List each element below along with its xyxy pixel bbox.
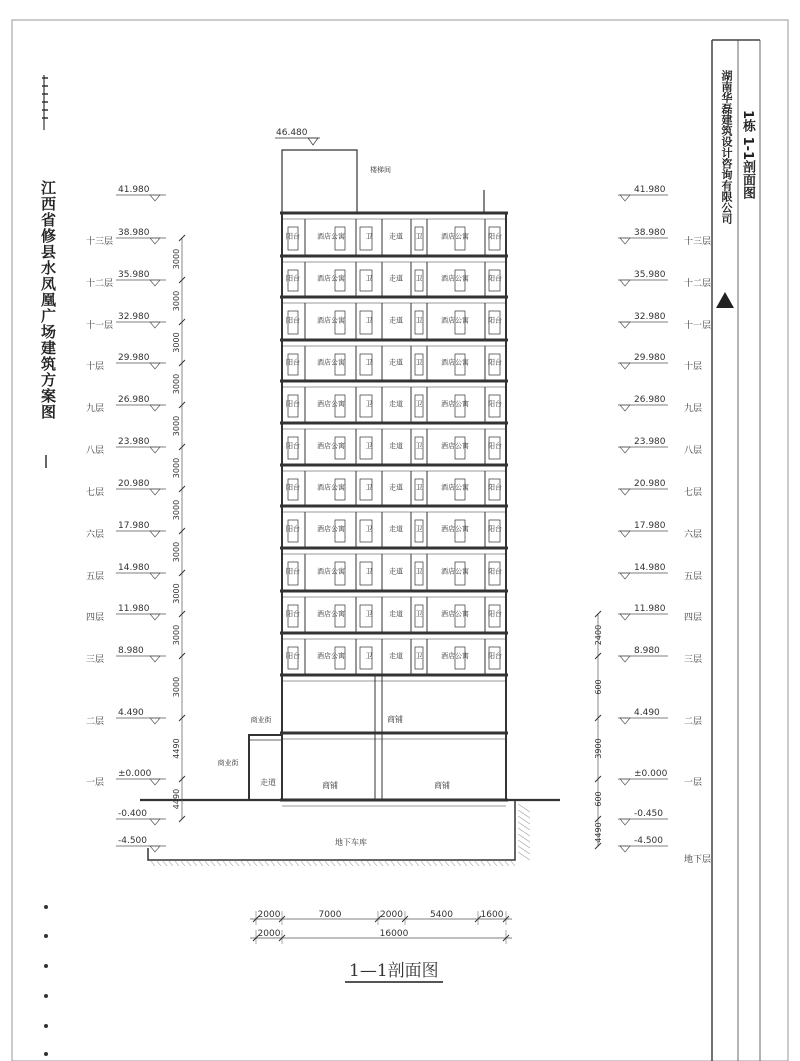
margin-dot	[44, 994, 48, 998]
room-label: 商铺	[322, 781, 338, 790]
ground-hatch	[372, 860, 377, 866]
room-label: 阳台	[488, 442, 502, 450]
dim-value: 3000	[172, 583, 181, 604]
ground-hatch	[360, 860, 365, 866]
level-value: 8.980	[634, 646, 660, 656]
room-label: 酒店公寓	[317, 652, 345, 660]
room-label: 卫	[415, 652, 423, 660]
level-triangle-icon	[620, 447, 630, 453]
floor-name: 四层	[684, 613, 703, 623]
ground-hatch	[456, 860, 461, 866]
level-triangle-icon	[150, 573, 160, 579]
dim-value: 2000	[257, 910, 281, 920]
room-label: 阳台	[488, 483, 502, 492]
level-value: 29.980	[118, 353, 150, 363]
dim-value: 3000	[172, 248, 181, 270]
floor-name: 六层	[684, 530, 703, 540]
level-triangle-icon	[150, 819, 160, 825]
level-triangle-icon	[620, 614, 630, 620]
ground-hatch	[492, 860, 497, 866]
level-value: 29.980	[634, 353, 666, 363]
room-label: 酒店公寓	[317, 400, 345, 408]
dim-value: 4490	[594, 822, 603, 843]
room-label: 阳台	[286, 442, 300, 450]
ground-hatch	[444, 860, 449, 866]
room-label: 卫	[415, 567, 423, 576]
ground-hatch	[300, 860, 305, 866]
room-label: 卫	[365, 483, 373, 492]
room-label: 卫	[415, 400, 423, 408]
room-label: 走道	[389, 400, 403, 408]
ground-hatch	[174, 860, 179, 866]
ground-hatch	[402, 860, 407, 866]
stair-room-label: 楼梯间	[370, 166, 391, 174]
room-label: 阳台	[488, 358, 502, 367]
dim-value: 3000	[172, 541, 181, 563]
room-label: 酒店公寓	[441, 610, 469, 618]
floor-name: 九层	[86, 404, 105, 414]
level-triangle-icon	[620, 489, 630, 495]
floor-name: 一层	[684, 778, 703, 788]
dim-value: 3000	[172, 457, 181, 479]
dim-value: 2000	[257, 929, 281, 939]
room-label: 走道	[389, 483, 403, 492]
level-value: 11.980	[118, 604, 150, 614]
level-value: 32.980	[118, 312, 150, 322]
ground-hatch	[276, 860, 281, 866]
level-value: 20.980	[634, 479, 666, 489]
ground-hatch	[468, 860, 473, 866]
level-triangle-icon	[620, 656, 630, 662]
soil-hatch	[518, 822, 530, 830]
ground-hatch	[318, 860, 323, 866]
level-triangle-icon	[150, 405, 160, 411]
room-label: 酒店公寓	[441, 400, 469, 408]
floor-name: 十层	[86, 362, 105, 372]
company-logo-icon	[716, 292, 734, 308]
room-label: 阳台	[286, 274, 300, 283]
dim-value: 16000	[379, 929, 409, 939]
room-label: 阳台	[286, 400, 300, 408]
ground-hatch	[306, 860, 311, 866]
level-triangle-icon	[308, 138, 318, 145]
floor-name: 二层	[86, 717, 105, 727]
room-label: 阳台	[488, 652, 502, 660]
room-label: 商业街	[250, 716, 272, 724]
ground-hatch	[210, 860, 215, 866]
room-label: 走道	[389, 567, 403, 576]
level-triangle-icon	[150, 238, 160, 244]
sheet-border	[12, 20, 788, 1061]
dim-value: 2000	[380, 910, 403, 920]
level-value: 26.980	[634, 395, 666, 405]
ground-hatch	[198, 860, 203, 866]
ground-hatch	[426, 860, 431, 866]
level-triangle-icon	[620, 573, 630, 579]
room-label: 走道	[389, 442, 403, 450]
dim-value: 2400	[594, 624, 603, 646]
ground-hatch	[354, 860, 359, 866]
dim-value: 3000	[172, 332, 181, 353]
ground-hatch	[186, 860, 191, 866]
dim-value: 3000	[172, 624, 181, 646]
room-label: 阳台	[488, 610, 502, 618]
dim-value: 3000	[172, 676, 181, 698]
room-label: 酒店公寓	[441, 483, 469, 492]
room-label: 酒店公寓	[317, 442, 345, 450]
floor-name: 五层	[684, 572, 703, 582]
level-value: 26.980	[118, 395, 150, 405]
room-label: 商铺	[434, 781, 450, 790]
level-value: 41.980	[118, 185, 150, 195]
level-triangle-icon	[150, 280, 160, 286]
level-triangle-icon	[620, 238, 630, 244]
level-value: 41.980	[634, 185, 666, 195]
level-triangle-icon	[150, 322, 160, 328]
drawing-name: 1栋 1-1剖面图	[740, 110, 755, 200]
level-value: 35.980	[118, 270, 150, 280]
room-label: 酒店公寓	[317, 274, 345, 283]
room-label: 卫	[365, 274, 373, 283]
dim-value: 4490	[172, 788, 181, 810]
room-label: 阳台	[488, 316, 502, 325]
level-triangle-icon	[620, 779, 630, 785]
level-triangle-icon	[620, 322, 630, 328]
floor-name: 一层	[86, 778, 105, 788]
floor-name: 七层	[684, 488, 703, 498]
room-label: 酒店公寓	[317, 358, 345, 367]
ground-hatch	[384, 860, 389, 866]
level-triangle-icon	[150, 846, 160, 852]
level-triangle-icon	[150, 363, 160, 369]
room-label: 阳台	[286, 610, 300, 618]
margin-dot	[44, 1052, 48, 1056]
level-value: 11.980	[634, 604, 666, 614]
room-label: 卫	[415, 274, 423, 283]
ground-hatch	[330, 860, 335, 866]
room-label: 卫	[415, 442, 423, 450]
room-label: 卫	[365, 232, 373, 241]
project-title: 江西省修县水凤凰广场建筑方案图	[39, 180, 57, 420]
ground-hatch	[150, 860, 155, 866]
room-label: 酒店公寓	[441, 525, 469, 533]
dim-value: 3900	[594, 738, 603, 759]
room-label: 阳台	[286, 483, 300, 492]
level-value: 17.980	[634, 521, 666, 531]
dim-value: 5400	[430, 910, 453, 920]
room-label: 卫	[415, 316, 423, 325]
ground-hatch	[438, 860, 443, 866]
room-label: 卫	[365, 652, 373, 660]
ground-hatch	[264, 860, 269, 866]
soil-hatch	[518, 852, 530, 860]
room-label: 酒店公寓	[441, 274, 469, 283]
dim-value: 1600	[480, 910, 504, 920]
floor-name: 二层	[684, 717, 703, 727]
room-label: 酒店公寓	[441, 652, 469, 660]
ground-hatch	[282, 860, 287, 866]
level-value: 8.980	[118, 646, 144, 656]
room-label: 酒店公寓	[441, 316, 469, 325]
room-label: 阳台	[488, 232, 502, 241]
ground-hatch	[432, 860, 437, 866]
room-label: 走道	[260, 778, 276, 787]
room-label: 酒店公寓	[317, 316, 345, 325]
level-triangle-icon	[620, 195, 630, 201]
room-label: 阳台	[286, 358, 300, 367]
level-triangle-icon	[620, 846, 630, 852]
ground-hatch	[366, 860, 371, 866]
floor-name: 三层	[684, 655, 703, 665]
ground-hatch	[378, 860, 383, 866]
floor-name: 五层	[86, 572, 105, 582]
building-section	[140, 150, 560, 866]
ground-hatch	[270, 860, 275, 866]
room-label: 走道	[389, 525, 403, 533]
room-label: 阳台	[488, 567, 502, 576]
floor-name: 四层	[86, 613, 105, 623]
room-label: 商业街	[217, 759, 239, 767]
floor-name: 十三层	[86, 237, 114, 247]
ground-hatch	[486, 860, 491, 866]
level-value: 23.980	[634, 437, 666, 447]
level-triangle-icon	[620, 405, 630, 411]
ground-hatch	[252, 860, 257, 866]
room-label: 卫	[415, 358, 423, 367]
room-label: 阳台	[286, 525, 300, 533]
floor-name: 十二层	[86, 279, 114, 289]
room-label: 酒店公寓	[317, 232, 345, 241]
dim-value: 3000	[172, 415, 181, 437]
soil-hatch	[518, 816, 530, 824]
level-value: 4.490	[118, 708, 144, 718]
floor-name: 三层	[86, 655, 105, 665]
level-value: 14.980	[118, 563, 150, 573]
ground-hatch	[348, 860, 353, 866]
floor-name: 十三层	[684, 237, 712, 247]
level-triangle-icon	[620, 531, 630, 537]
soil-hatch	[518, 810, 530, 818]
drawing-title: 1—1剖面图	[345, 956, 443, 983]
level-triangle-icon	[150, 195, 160, 201]
ground-hatch	[288, 860, 293, 866]
ground-hatch	[180, 860, 185, 866]
ground-hatch	[294, 860, 299, 866]
room-label: 阳台	[286, 567, 300, 576]
ground-hatch	[168, 860, 173, 866]
level-value: 17.980	[118, 521, 150, 531]
ground-hatch	[408, 860, 413, 866]
ground-hatch	[240, 860, 245, 866]
soil-hatch	[518, 840, 530, 848]
level-triangle-icon	[150, 779, 160, 785]
level-triangle-icon	[150, 718, 160, 724]
room-label: 走道	[389, 358, 403, 367]
floor-name: 六层	[86, 530, 105, 540]
room-label: 卫	[415, 525, 423, 533]
basement-outline	[148, 800, 515, 860]
ground-hatch	[228, 860, 233, 866]
room-label: 卫	[365, 442, 373, 450]
room-label: 走道	[389, 232, 403, 241]
room-label: 酒店公寓	[441, 232, 469, 241]
level-triangle-icon	[150, 531, 160, 537]
podium-wall	[249, 735, 282, 800]
ground-hatch	[156, 860, 161, 866]
ground-hatch	[474, 860, 479, 866]
level-value: ±0.000	[118, 769, 152, 779]
dim-value: 600	[594, 791, 603, 807]
ground-hatch	[216, 860, 221, 866]
margin-dot	[44, 934, 48, 938]
room-label: 酒店公寓	[317, 567, 345, 576]
level-triangle-icon	[620, 819, 630, 825]
ground-hatch	[162, 860, 167, 866]
dim-value: 3000	[172, 373, 181, 395]
floor-name: 七层	[86, 488, 105, 498]
ground-hatch	[324, 860, 329, 866]
floor-name: 十一层	[86, 321, 114, 331]
level-triangle-icon	[150, 656, 160, 662]
room-label: 卫	[365, 567, 373, 576]
room-label: 阳台	[488, 400, 502, 408]
room-label: 卫	[415, 483, 423, 492]
ground-hatch	[312, 860, 317, 866]
level-value: -4.500	[634, 836, 664, 846]
room-label: 商铺	[387, 715, 403, 724]
room-label: 阳台	[488, 274, 502, 283]
floor-name: 八层	[86, 446, 105, 456]
level-triangle-icon	[620, 363, 630, 369]
room-label: 走道	[389, 274, 403, 283]
room-label: 酒店公寓	[441, 567, 469, 576]
room-label: 卫	[365, 400, 373, 408]
level-triangle-icon	[150, 614, 160, 620]
margin-dot	[44, 964, 48, 968]
level-value: 32.980	[634, 312, 666, 322]
room-label: 酒店公寓	[441, 442, 469, 450]
room-label: 走道	[389, 610, 403, 618]
level-value: 4.490	[634, 708, 660, 718]
room-label: 卫	[365, 525, 373, 533]
ground-hatch	[480, 860, 485, 866]
level-value: -0.400	[118, 809, 148, 819]
level-value: ±0.000	[634, 769, 668, 779]
ground-hatch	[192, 860, 197, 866]
room-label: 阳台	[286, 316, 300, 325]
level-value: 20.980	[118, 479, 150, 489]
ground-hatch	[462, 860, 467, 866]
room-label: 阳台	[286, 232, 300, 241]
room-label: 卫	[365, 358, 373, 367]
level-value: 46.480	[276, 128, 308, 138]
level-value: 35.980	[634, 270, 666, 280]
room-label: 卫	[415, 610, 423, 618]
room-label: 卫	[415, 232, 423, 241]
ground-hatch	[420, 860, 425, 866]
room-label: 酒店公寓	[317, 610, 345, 618]
ground-hatch	[204, 860, 209, 866]
ground-hatch	[450, 860, 455, 866]
level-triangle-icon	[620, 280, 630, 286]
level-value: 14.980	[634, 563, 666, 573]
ground-hatch	[390, 860, 395, 866]
dim-value: 3000	[172, 290, 181, 312]
level-triangle-icon	[150, 447, 160, 453]
level-value: 38.980	[634, 228, 666, 238]
dim-value: 4490	[172, 738, 181, 759]
soil-hatch	[518, 834, 530, 842]
soil-hatch	[518, 846, 530, 854]
soil-hatch	[518, 804, 530, 812]
ground-hatch	[246, 860, 251, 866]
floor-name: 八层	[684, 446, 703, 456]
room-label: 走道	[389, 316, 403, 325]
room-label: 卫	[365, 316, 373, 325]
room-label: 阳台	[286, 652, 300, 660]
stair-room	[282, 150, 357, 213]
room-label: 卫	[365, 610, 373, 618]
level-value: -0.450	[634, 809, 664, 819]
soil-hatch	[518, 828, 530, 836]
room-label: 酒店公寓	[317, 525, 345, 533]
ground-hatch	[258, 860, 263, 866]
ground-hatch	[234, 860, 239, 866]
dim-value: 600	[594, 679, 603, 695]
level-value: -4.500	[118, 836, 148, 846]
dim-value: 3000	[172, 499, 181, 521]
ground-hatch	[222, 860, 227, 866]
floor-name: 十层	[684, 362, 703, 372]
floor-name: 十二层	[684, 279, 712, 289]
basement-room-label: 地下车库	[335, 838, 367, 847]
company-name: 湖南华磊建筑设计咨询有限公司	[720, 70, 733, 224]
ground-hatch	[414, 860, 419, 866]
ground-hatch	[510, 860, 515, 866]
ground-hatch	[336, 860, 341, 866]
floor-name: 地下层	[684, 855, 712, 865]
floor-name: 九层	[684, 404, 703, 414]
ground-hatch	[504, 860, 509, 866]
level-triangle-icon	[620, 718, 630, 724]
room-label: 阳台	[488, 525, 502, 533]
ground-hatch	[498, 860, 503, 866]
level-value: 38.980	[118, 228, 150, 238]
ground-hatch	[342, 860, 347, 866]
level-value: 23.980	[118, 437, 150, 447]
floor-name: 十一层	[684, 321, 712, 331]
dim-value: 7000	[318, 910, 342, 920]
ground-hatch	[396, 860, 401, 866]
room-label: 走道	[389, 652, 403, 660]
room-label: 酒店公寓	[317, 483, 345, 492]
level-triangle-icon	[150, 489, 160, 495]
margin-dot	[44, 905, 48, 909]
margin-dot	[44, 1024, 48, 1028]
room-label: 酒店公寓	[441, 358, 469, 367]
